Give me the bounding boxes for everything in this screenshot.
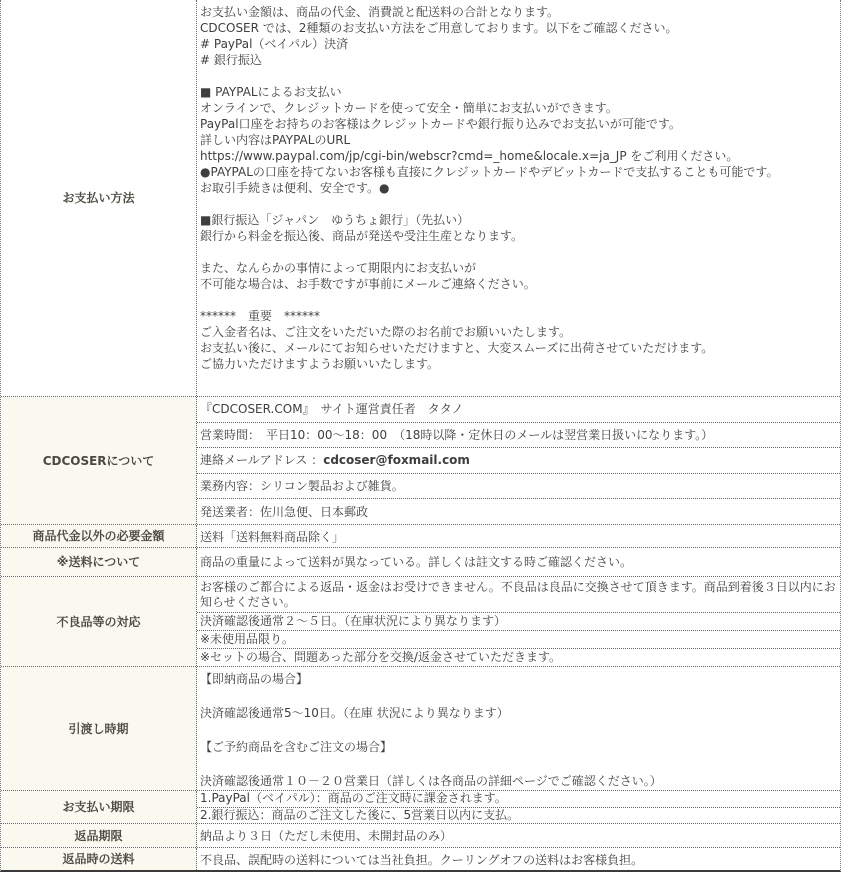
text-line: ご協力いただけますようお願いいたします。 bbox=[200, 357, 440, 371]
text-line: 決済確認後通常１０－２０営業日（詳しくは各商品の詳細ページでご確認ください。） bbox=[200, 774, 662, 788]
sub-row: 2.銀行振込：商品のご注文した後に、5営業日以内に支払。 bbox=[200, 807, 520, 822]
sub-row: 営業時間： 平日10：00～18：00 （18時以降・定休日のメールは翌営業日扱いになります。） bbox=[197, 423, 840, 449]
text-line: また、なんらかの事情によって期限内にお支払いが bbox=[200, 261, 477, 275]
sub-row: お客様のご都合による返品・返金はお受けできません。不良品は良品に交換させて頂きます。商品到着後３日以内にお知らせください。 bbox=[197, 577, 840, 613]
text-line: ご入金者名は、ご注文をいただいた際のお名前でお願いいたします。 bbox=[200, 325, 572, 339]
sub-row: 発送業者：佐川急便、日本郵政 bbox=[200, 504, 369, 519]
row-header-extra-fees: 商品代金以外の必要金額 bbox=[1, 525, 197, 547]
sub-row bbox=[197, 448, 840, 474]
text-line: # PayPal（ベイパル）決済 bbox=[200, 37, 349, 51]
about-subrows bbox=[197, 397, 840, 524]
sub-row: 1.PayPal（ベイパル）：商品のご注文時に課金されます。 bbox=[197, 791, 840, 808]
text-line: オンラインで、クレジットカードを使って安全・簡単にお支払いができます。 bbox=[200, 101, 618, 115]
sub-row: 業務内容：シリコン製品および雑貨。 bbox=[197, 474, 840, 500]
row-content-payment-deadline bbox=[197, 791, 840, 823]
sub-row: 決済確認後通常２～５日。（在庫状況により異なります） bbox=[197, 613, 840, 631]
row-content-payment-method bbox=[197, 0, 840, 396]
row-content-defective-goods bbox=[197, 577, 840, 666]
row-shipping-note bbox=[1, 548, 840, 577]
row-content-return-shipping bbox=[197, 848, 840, 870]
sub-row: 『CDCOSER.COM』 サイト運営責任者 タタノ bbox=[197, 397, 840, 423]
text-line: お取引手続きは便利、安全です。● bbox=[200, 181, 390, 195]
row-return-shipping bbox=[1, 848, 840, 870]
row-payment-method bbox=[1, 0, 840, 397]
shipping-note-text: 商品の重量によって送料が異なっている。詳しくは註文する時ご確認ください。 bbox=[200, 555, 633, 569]
row-delivery-time bbox=[1, 667, 840, 791]
row-header-return-deadline: 返品期限 bbox=[1, 824, 197, 847]
sub-row-label: 連絡メールアドレス ： bbox=[200, 453, 324, 468]
text-line bbox=[200, 196, 838, 212]
sub-row: ※セットの場合、問題あった部分を交換/返金させていただきます。 bbox=[200, 650, 562, 664]
row-payment-deadline bbox=[1, 791, 840, 824]
text-line bbox=[200, 292, 838, 308]
return-shipping-text: 不良品、誤配時の送料については当社負担。クーリングオフの送料はお客様負担。 bbox=[200, 853, 644, 867]
row-defective-goods bbox=[1, 577, 840, 667]
text-line: https://www.paypal.com/jp/cgi-bin/webscr?cmd=_home&locale.x=ja_JP をご利用ください。 bbox=[200, 149, 739, 163]
row-about-cdcoser bbox=[1, 397, 840, 525]
row-content-extra-fees bbox=[197, 525, 840, 547]
text-line: お支払い後に、メールにてお知らせいただけますと、大変スムーズに出荷させていただけます。 bbox=[200, 341, 714, 355]
row-content-about bbox=[197, 397, 840, 524]
row-header-shipping-note: ※送料について bbox=[1, 548, 197, 576]
row-content-shipping-note bbox=[197, 548, 840, 576]
text-line bbox=[200, 244, 838, 260]
row-header-payment-method: お支払い方法 bbox=[1, 0, 197, 396]
text-line: 銀行から料金を振込後、商品が発送や受注生産となります。 bbox=[200, 229, 524, 243]
delivery-time-text bbox=[197, 667, 840, 790]
row-content-delivery-time bbox=[197, 667, 840, 790]
text-line: ****** 重要 ****** bbox=[200, 309, 321, 323]
text-line: お支払い金額は、商品の代金、消費説と配送料の合計となります。 bbox=[200, 5, 560, 19]
row-header-return-shipping: 返品時の送料 bbox=[1, 848, 197, 870]
text-line bbox=[200, 722, 838, 739]
text-line: ■銀行振込「ジャパン ゆうちょ銀行」（先払い） bbox=[200, 213, 470, 227]
text-line: PayPal口座をお持ちのお客様はクレジットカードや銀行振り込みでお支払いが可能です。 bbox=[200, 117, 681, 131]
text-line bbox=[200, 756, 838, 773]
text-line: 詳しい内容はPAYPALのURL bbox=[200, 133, 351, 147]
text-line: ■ PAYPALによるお支払い bbox=[200, 85, 342, 99]
payment-method-text bbox=[197, 0, 840, 372]
text-line bbox=[200, 68, 838, 84]
row-header-payment-deadline: お支払い期限 bbox=[1, 791, 197, 823]
row-header-defective-goods: 不良品等の対応 bbox=[1, 577, 197, 666]
return-deadline-text: 納品より３日（ただし未使用、未開封品のみ） bbox=[200, 829, 453, 843]
row-content-return-deadline bbox=[197, 824, 840, 847]
row-header-about: CDCOSERについて bbox=[1, 397, 197, 524]
contact-email: cdcoser@foxmail.com bbox=[323, 453, 470, 468]
extra-fees-text: 送料「送料無料商品除く」 bbox=[200, 530, 345, 544]
text-line bbox=[200, 688, 838, 705]
row-header-delivery-time: 引渡し時期 bbox=[1, 667, 197, 790]
defective-subrows bbox=[197, 577, 840, 666]
text-line: 決済確認後通常5～10日。（在庫 状況により異なります） bbox=[200, 706, 509, 720]
text-line: # 銀行振込 bbox=[200, 53, 262, 67]
text-line: CDCOSER では、2種類のお支払い方法をご用意しております。以下をご確認ください。 bbox=[200, 21, 678, 35]
text-line: 【ご予約商品を含むご注文の場合】 bbox=[200, 740, 393, 754]
text-line: 【即納商品の場合】 bbox=[200, 672, 309, 686]
sub-row: ※未使用品限り。 bbox=[197, 631, 840, 649]
payment-deadline-subrows bbox=[197, 791, 840, 823]
row-return-deadline bbox=[1, 824, 840, 848]
row-extra-fees bbox=[1, 525, 840, 548]
text-line: 不可能な場合は、お手数ですが事前にメールご連絡ください。 bbox=[200, 277, 536, 291]
text-line: ●PAYPALの口座を持てないお客様も直接にクレジットカードやデビットカードで支払することも可能です。 bbox=[200, 165, 779, 179]
